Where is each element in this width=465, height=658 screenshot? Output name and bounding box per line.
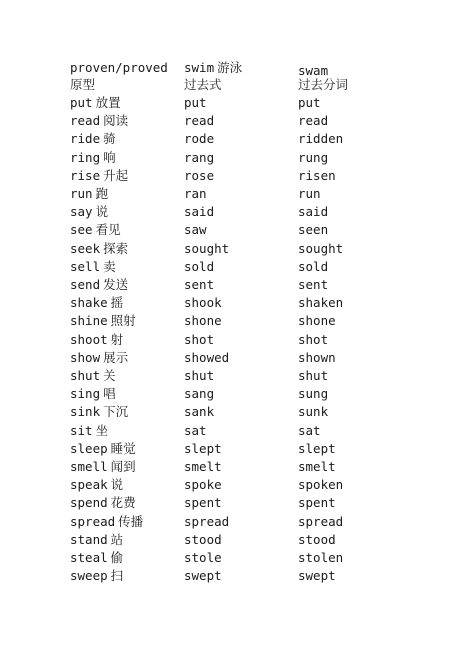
table-row bbox=[0, 312, 465, 330]
base-form-meaning: 下沉 bbox=[103, 404, 129, 420]
base-form-word: ride bbox=[70, 131, 101, 147]
base-form-meaning: 闻到 bbox=[110, 459, 136, 474]
table-row bbox=[0, 185, 465, 203]
header-top-past bbox=[184, 59, 242, 77]
past-participle-cell: said bbox=[298, 204, 329, 220]
header-row bbox=[0, 76, 465, 94]
past-participle-cell: shaken bbox=[298, 295, 344, 311]
base-form-meaning: 照射 bbox=[110, 313, 136, 329]
header-top-participle: swam bbox=[298, 63, 329, 78]
past-tense-cell: showed bbox=[184, 349, 230, 365]
table-row bbox=[0, 130, 465, 148]
base-form-cell bbox=[70, 531, 123, 549]
base-form-cell bbox=[70, 240, 128, 258]
past-tense-cell: shot bbox=[184, 331, 215, 347]
base-form-word: send bbox=[70, 277, 101, 292]
base-form-word: put bbox=[70, 95, 93, 110]
base-form-meaning: 阅读 bbox=[103, 113, 129, 129]
base-form-meaning: 发送 bbox=[103, 277, 129, 292]
base-form-word: run bbox=[70, 186, 93, 201]
base-form-cell bbox=[70, 294, 123, 312]
base-form-word: spend bbox=[70, 495, 108, 511]
past-tense-cell: smelt bbox=[184, 459, 222, 474]
past-tense-cell: said bbox=[184, 204, 215, 220]
base-form-meaning: 跑 bbox=[95, 186, 109, 201]
base-form-cell bbox=[70, 349, 128, 367]
past-participle-cell: spread bbox=[298, 513, 344, 529]
base-form-meaning: 放置 bbox=[95, 95, 121, 110]
base-form-cell bbox=[70, 276, 128, 294]
base-form-cell bbox=[70, 331, 123, 349]
past-tense-cell: rode bbox=[184, 131, 215, 147]
past-participle-cell: shut bbox=[298, 368, 329, 383]
base-form-word: stand bbox=[70, 531, 108, 547]
past-tense-cell: shut bbox=[184, 368, 215, 383]
table-row bbox=[0, 294, 465, 312]
base-form-cell bbox=[70, 567, 123, 585]
base-form-word: rise bbox=[70, 167, 101, 183]
base-form-cell bbox=[70, 94, 121, 112]
past-participle-cell: spent bbox=[298, 495, 336, 511]
base-form-cell bbox=[70, 422, 108, 440]
table-row bbox=[0, 221, 465, 239]
header-base: 原型 bbox=[70, 77, 96, 92]
base-form-meaning: 唱 bbox=[103, 386, 116, 402]
base-form-cell bbox=[70, 476, 123, 494]
base-form-meaning: 关 bbox=[103, 368, 116, 383]
past-participle-cell: ridden bbox=[298, 131, 344, 147]
base-form-meaning: 射 bbox=[110, 331, 124, 347]
past-participle-cell: put bbox=[298, 95, 321, 110]
past-participle-cell: stood bbox=[298, 531, 336, 547]
base-form-meaning: 展示 bbox=[103, 349, 129, 365]
past-tense-cell: slept bbox=[184, 440, 222, 456]
past-tense-cell: sang bbox=[184, 386, 215, 402]
base-form-cell bbox=[70, 185, 108, 203]
base-form-meaning: 卖 bbox=[103, 258, 116, 274]
past-tense-cell: sought bbox=[184, 240, 230, 256]
table-row bbox=[0, 403, 465, 421]
past-tense-cell: ran bbox=[184, 186, 207, 201]
base-form-meaning: 探索 bbox=[103, 240, 129, 256]
base-form-cell bbox=[70, 112, 128, 130]
past-participle-cell: risen bbox=[298, 167, 336, 183]
base-form-word: see bbox=[70, 222, 93, 238]
base-form-word: shine bbox=[70, 313, 108, 329]
base-form-word: read bbox=[70, 113, 101, 129]
past-participle-cell: read bbox=[298, 113, 329, 129]
table-row bbox=[0, 367, 465, 385]
past-tense-cell: sent bbox=[184, 277, 215, 292]
past-participle-cell: stolen bbox=[298, 550, 344, 565]
base-form-word: sleep bbox=[70, 440, 108, 456]
base-form-cell bbox=[70, 403, 128, 421]
base-form-word: sit bbox=[70, 422, 93, 438]
past-tense-cell: spent bbox=[184, 495, 222, 511]
base-form-cell bbox=[70, 367, 116, 385]
past-tense-cell: saw bbox=[184, 222, 207, 238]
table-row bbox=[0, 240, 465, 258]
table-row bbox=[0, 149, 465, 167]
base-form-meaning: 说 bbox=[110, 477, 124, 493]
base-form-word: sink bbox=[70, 404, 101, 420]
past-tense-cell: shook bbox=[184, 295, 222, 311]
base-form-word: sing bbox=[70, 386, 101, 402]
base-form-word: smell bbox=[70, 459, 108, 474]
base-form-word: sweep bbox=[70, 568, 108, 584]
past-participle-cell: seen bbox=[298, 222, 329, 238]
table-row bbox=[0, 531, 465, 549]
base-form-meaning: 骑 bbox=[103, 131, 116, 147]
table-row bbox=[0, 94, 465, 112]
base-form-meaning: 说 bbox=[95, 204, 109, 220]
base-form-word: say bbox=[70, 204, 93, 220]
past-tense-cell: spoke bbox=[184, 477, 222, 493]
past-participle-cell: shone bbox=[298, 313, 336, 329]
past-participle-cell: shown bbox=[298, 349, 336, 365]
base-form-cell bbox=[70, 221, 121, 239]
past-participle-cell: rung bbox=[298, 149, 329, 165]
past-tense-cell: stole bbox=[184, 550, 222, 565]
past-participle-cell: sunk bbox=[298, 404, 329, 420]
header-participle: 过去分词 bbox=[298, 77, 349, 92]
base-form-cell bbox=[70, 312, 136, 330]
base-form-word: shoot bbox=[70, 331, 108, 347]
base-form-word: show bbox=[70, 349, 101, 365]
base-form-cell bbox=[70, 167, 128, 185]
table-row bbox=[0, 349, 465, 367]
past-tense-cell: rose bbox=[184, 167, 215, 183]
base-form-cell bbox=[70, 258, 116, 276]
table-row bbox=[0, 567, 465, 585]
base-form-cell bbox=[70, 458, 136, 476]
base-form-word: sell bbox=[70, 258, 101, 274]
base-form-meaning: 站 bbox=[110, 531, 124, 547]
base-form-cell bbox=[70, 130, 116, 148]
base-form-meaning: 摇 bbox=[110, 295, 124, 311]
base-form-cell bbox=[70, 385, 116, 403]
base-form-word: seek bbox=[70, 240, 101, 256]
table-row bbox=[0, 112, 465, 130]
base-form-meaning: 扫 bbox=[110, 568, 124, 584]
past-participle-cell: sung bbox=[298, 386, 329, 402]
base-form-word: speak bbox=[70, 477, 108, 493]
header-top-row bbox=[0, 59, 465, 77]
base-form-meaning: 花费 bbox=[110, 495, 136, 511]
header-top-past-zh: 游泳 bbox=[217, 60, 243, 75]
table-row bbox=[0, 440, 465, 458]
past-participle-cell: spoken bbox=[298, 477, 344, 493]
base-form-meaning: 看见 bbox=[95, 222, 121, 238]
base-form-meaning: 偷 bbox=[110, 550, 124, 565]
table-row bbox=[0, 476, 465, 494]
header-past: 过去式 bbox=[184, 77, 222, 92]
table-row bbox=[0, 549, 465, 567]
header-top-past-word: swim bbox=[184, 60, 215, 75]
base-form-meaning: 坐 bbox=[95, 422, 109, 438]
past-tense-cell: read bbox=[184, 113, 215, 129]
table-row bbox=[0, 422, 465, 440]
past-tense-cell: spread bbox=[184, 513, 230, 529]
base-form-cell bbox=[70, 513, 143, 531]
table-row bbox=[0, 385, 465, 403]
past-tense-cell: swept bbox=[184, 568, 222, 584]
past-participle-cell: sought bbox=[298, 240, 344, 256]
table-row bbox=[0, 203, 465, 221]
past-tense-cell: sank bbox=[184, 404, 215, 420]
base-form-word: steal bbox=[70, 550, 108, 565]
past-tense-cell: rang bbox=[184, 149, 215, 165]
base-form-meaning: 睡觉 bbox=[110, 440, 136, 456]
base-form-meaning: 传播 bbox=[118, 513, 144, 529]
table-row bbox=[0, 494, 465, 512]
past-tense-cell: sat bbox=[184, 422, 207, 438]
past-tense-cell: stood bbox=[184, 531, 222, 547]
table-row bbox=[0, 167, 465, 185]
base-form-cell bbox=[70, 440, 136, 458]
base-form-meaning: 响 bbox=[103, 149, 116, 165]
past-participle-cell: sent bbox=[298, 277, 329, 292]
base-form-cell bbox=[70, 149, 116, 167]
base-form-word: shake bbox=[70, 295, 108, 311]
base-form-cell bbox=[70, 494, 136, 512]
past-participle-cell: slept bbox=[298, 440, 336, 456]
past-tense-cell: put bbox=[184, 95, 207, 110]
table-row bbox=[0, 458, 465, 476]
table-row bbox=[0, 331, 465, 349]
base-form-cell bbox=[70, 549, 123, 567]
base-form-word: shut bbox=[70, 368, 101, 383]
past-participle-cell: swept bbox=[298, 568, 336, 584]
base-form-word: spread bbox=[70, 513, 116, 529]
past-participle-cell: smelt bbox=[298, 459, 336, 474]
base-form-cell bbox=[70, 203, 108, 221]
table-row bbox=[0, 513, 465, 531]
past-participle-cell: shot bbox=[298, 331, 329, 347]
past-participle-cell: sat bbox=[298, 422, 321, 438]
past-participle-cell: run bbox=[298, 186, 321, 201]
header-top-base: proven/proved bbox=[70, 60, 168, 75]
past-tense-cell: sold bbox=[184, 258, 215, 274]
table-row bbox=[0, 258, 465, 276]
base-form-word: ring bbox=[70, 149, 101, 165]
past-participle-cell: sold bbox=[298, 258, 329, 274]
past-tense-cell: shone bbox=[184, 313, 222, 329]
base-form-meaning: 升起 bbox=[103, 167, 129, 183]
table-row bbox=[0, 276, 465, 294]
